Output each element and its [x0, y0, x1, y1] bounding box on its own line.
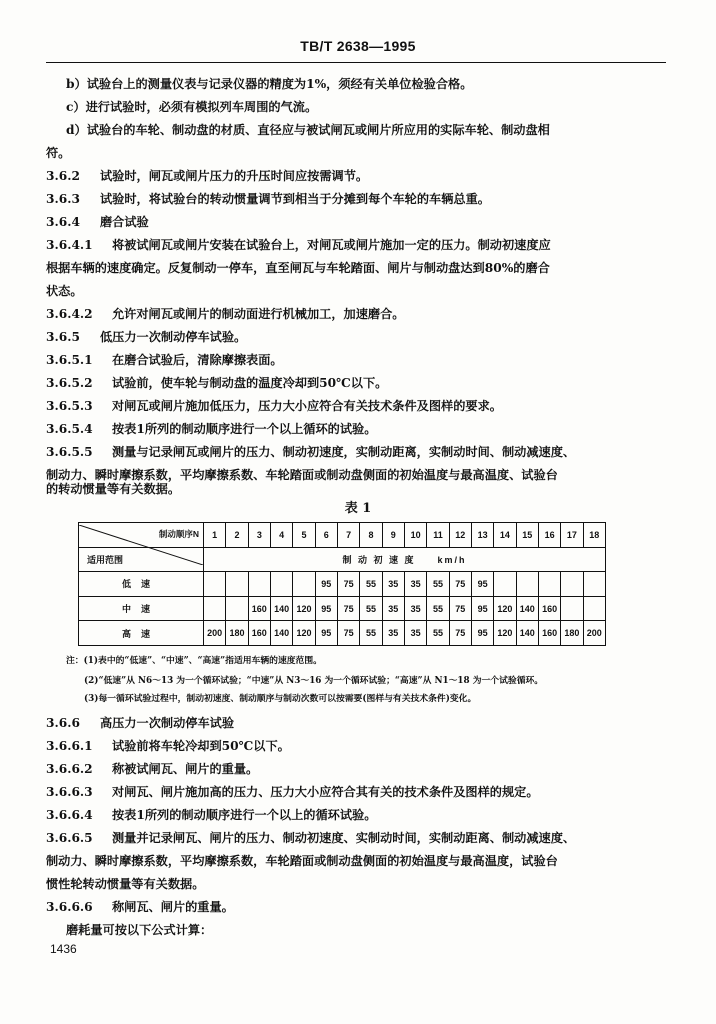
item-d-cont: 符。 — [46, 146, 71, 160]
row-label: 低速 — [79, 572, 204, 597]
table-cell — [583, 596, 605, 621]
table-cell: 55 — [427, 596, 449, 621]
table-cell: 120 — [293, 596, 315, 621]
section-line-cont: 根据车辆的速度确定。反复制动一停车，直至闸瓦与车轮踏面、闸片与制动盘达到80%的磨合 — [46, 261, 550, 275]
item-c: c）进行试验时，必须有模拟列车周围的气流。 — [66, 100, 318, 114]
table-cell: 35 — [382, 621, 404, 646]
corner-top-label: 制动顺序N — [158, 528, 199, 539]
table-cell: 160 — [538, 596, 560, 621]
table-cell: 55 — [427, 621, 449, 646]
column-header: 5 — [293, 523, 315, 548]
table-cell — [494, 572, 516, 597]
column-header: 18 — [583, 523, 605, 548]
section-line: 3.6.5 低压力一次制动停车试验。 — [46, 330, 247, 344]
column-header: 13 — [471, 523, 493, 548]
table-cell — [226, 572, 248, 597]
section-line-cont: 惯性轮转动惯量等有关数据。 — [46, 877, 205, 891]
table-cell: 160 — [248, 621, 270, 646]
column-header: 9 — [382, 523, 404, 548]
table-cell — [293, 572, 315, 597]
table-cell — [583, 572, 605, 597]
section-line: 3.6.4 磨合试验 — [46, 215, 149, 229]
section-line: 3.6.5.3 对闸瓦或闸片施加低压力，压力大小应符合有关技术条件及图样的要求。 — [46, 399, 502, 413]
table-header-row — [79, 523, 606, 548]
section-line: 3.6.5.5 测量与记录闸瓦或闸片的压力、制动初速度，实制动距离，实制动时间、制动减速度、 — [46, 445, 576, 459]
item-d: d）试验台的车轮、制动盘的材质、直径应与被试闸瓦或闸片所应用的实际车轮、制动盘相 — [66, 123, 550, 137]
table-cell: 75 — [337, 572, 359, 597]
table-cell: 120 — [494, 621, 516, 646]
section-line: 3.6.4.2 允许对闸瓦或闸片的制动面进行机械加工，加速磨合。 — [46, 307, 405, 321]
section-line: 3.6.6.5 测量并记录闸瓦、闸片的压力、制动初速度、实制动时间，实制动距离、制动减速度、 — [46, 831, 576, 845]
table-cell: 75 — [337, 621, 359, 646]
row-label: 高速 — [79, 621, 204, 646]
table-cell: 95 — [471, 621, 493, 646]
column-header: 1 — [204, 523, 226, 548]
page-header: TB/T 2638—1995 — [300, 38, 416, 54]
table-cell — [270, 572, 292, 597]
table-cell — [226, 596, 248, 621]
section-line: 3.6.6.1 试验前将车轮冷却到50℃以下。 — [46, 739, 290, 753]
table-cell — [538, 572, 560, 597]
column-header: 11 — [427, 523, 449, 548]
table-cell: 140 — [516, 621, 538, 646]
table-cell: 120 — [293, 621, 315, 646]
column-header: 15 — [516, 523, 538, 548]
table-cell: 75 — [337, 596, 359, 621]
section-line: 3.6.6.2 称被试闸瓦、闸片的重量。 — [46, 762, 259, 776]
table-cell: 140 — [270, 596, 292, 621]
table-cell — [561, 572, 583, 597]
table-cell: 95 — [315, 596, 337, 621]
section-line: 3.6.5.4 按表1所列的制动顺序进行一个以上循环的试验。 — [46, 422, 377, 436]
section-line-cont: 制动力、瞬时摩擦系数，平均摩擦系数、车轮踏面或制动盘侧面的初始温度与最高温度、试验台 — [46, 468, 558, 482]
table-cell — [248, 572, 270, 597]
table-cell: 55 — [360, 572, 382, 597]
table-cell: 55 — [360, 621, 382, 646]
table-cell: 35 — [382, 596, 404, 621]
table-cell: 35 — [404, 596, 426, 621]
brake-sequence-table — [78, 522, 606, 646]
table-cell: 75 — [449, 621, 471, 646]
column-header: 12 — [449, 523, 471, 548]
section-line: 3.6.3 试验时，将试验台的转动惯量调节到相当于分摊到每个车轮的车辆总重。 — [46, 192, 490, 206]
section-line: 3.6.2 试验时，闸瓦或闸片压力的升压时间应按需调节。 — [46, 169, 369, 183]
section-line: 3.6.6 高压力一次制动停车试验 — [46, 716, 235, 730]
section-line: 3.6.4.1 将被试闸瓦或闸片安装在试验台上，对闸瓦或闸片施加一定的压力。制动初速度应 — [46, 238, 551, 252]
table-cell: 180 — [226, 621, 248, 646]
table-cell: 95 — [471, 596, 493, 621]
table-cell: 35 — [404, 621, 426, 646]
table-cell: 160 — [538, 621, 560, 646]
column-header: 4 — [270, 523, 292, 548]
table-cell: 75 — [449, 572, 471, 597]
section-line: 3.6.6.4 按表1所列的制动顺序进行一个以上的循环试验。 — [46, 808, 377, 822]
table-cell: 95 — [315, 621, 337, 646]
column-header: 14 — [494, 523, 516, 548]
table-cell: 160 — [248, 596, 270, 621]
column-header: 8 — [360, 523, 382, 548]
table-cell: 35 — [382, 572, 404, 597]
table-cell: 180 — [561, 621, 583, 646]
table-cell — [516, 572, 538, 597]
table-cell — [204, 572, 226, 597]
table-cell: 75 — [449, 596, 471, 621]
section-line: 3.6.6.6 称闸瓦、闸片的重量。 — [46, 900, 234, 914]
note-3: (3)每一循环试验过程中，制动初速度、制动顺序与制动次数可以按需要(图样与有关技术条件)变化。 — [84, 694, 477, 704]
table-cell: 200 — [204, 621, 226, 646]
table-cell: 55 — [427, 572, 449, 597]
column-header: 2 — [226, 523, 248, 548]
table-cell: 35 — [404, 572, 426, 597]
table-cell: 55 — [360, 596, 382, 621]
column-header: 7 — [337, 523, 359, 548]
column-header: 16 — [538, 523, 560, 548]
section-line-cont: 状态。 — [46, 284, 83, 298]
table-cell: 140 — [270, 621, 292, 646]
corner-cell — [79, 523, 204, 548]
table-cell: 95 — [315, 572, 337, 597]
section-line: 3.6.5.1 在磨合试验后，清除摩擦表面。 — [46, 353, 283, 367]
section-line: 3.6.5.2 试验前，使车轮与制动盘的温度冷却到50℃以下。 — [46, 376, 388, 390]
table-cell: 120 — [494, 596, 516, 621]
table-row — [79, 572, 606, 597]
note-1: 注：(1)表中的“低速”、“中速”、“高速”指适用车辆的速度范围。 — [66, 656, 322, 666]
page-number: 1436 — [50, 942, 77, 956]
table-cell — [561, 596, 583, 621]
corner-bottom-label: 适用范围 — [79, 547, 204, 572]
table-cell: 140 — [516, 596, 538, 621]
section-line-cont: 的转动惯量等有关数据。 — [46, 482, 181, 496]
note-2: (2)“低速”从 N6～13 为一个循环试验；“中速”从 N3～16 为一个循环试验；“高速”从 N1～18 为一个试验循环。 — [84, 676, 544, 686]
speed-header: 制 动 初 速 度 km/h — [204, 547, 606, 572]
table-cell: 95 — [471, 572, 493, 597]
section-line-cont: 制动力、瞬时摩擦系数，平均摩擦系数，车轮踏面或制动盘侧面的初始温度与最高温度，试验台 — [46, 854, 558, 868]
table-cell — [204, 596, 226, 621]
table-row — [79, 596, 606, 621]
section-line: 3.6.6.3 对闸瓦、闸片施加高的压力、压力大小应符合其有关的技术条件及图样的规定。 — [46, 785, 539, 799]
table-cell: 200 — [583, 621, 605, 646]
item-b: b）试验台上的测量仪表与记录仪器的精度为1%，须经有关单位检验合格。 — [66, 77, 473, 91]
table-row — [79, 621, 606, 646]
header-rule — [46, 62, 666, 63]
column-header: 17 — [561, 523, 583, 548]
column-header: 6 — [315, 523, 337, 548]
row-label: 中速 — [79, 596, 204, 621]
table-title: 表 1 — [344, 501, 372, 516]
column-header: 10 — [404, 523, 426, 548]
column-header: 3 — [248, 523, 270, 548]
section-line: 磨耗量可按以下公式计算： — [66, 923, 213, 937]
